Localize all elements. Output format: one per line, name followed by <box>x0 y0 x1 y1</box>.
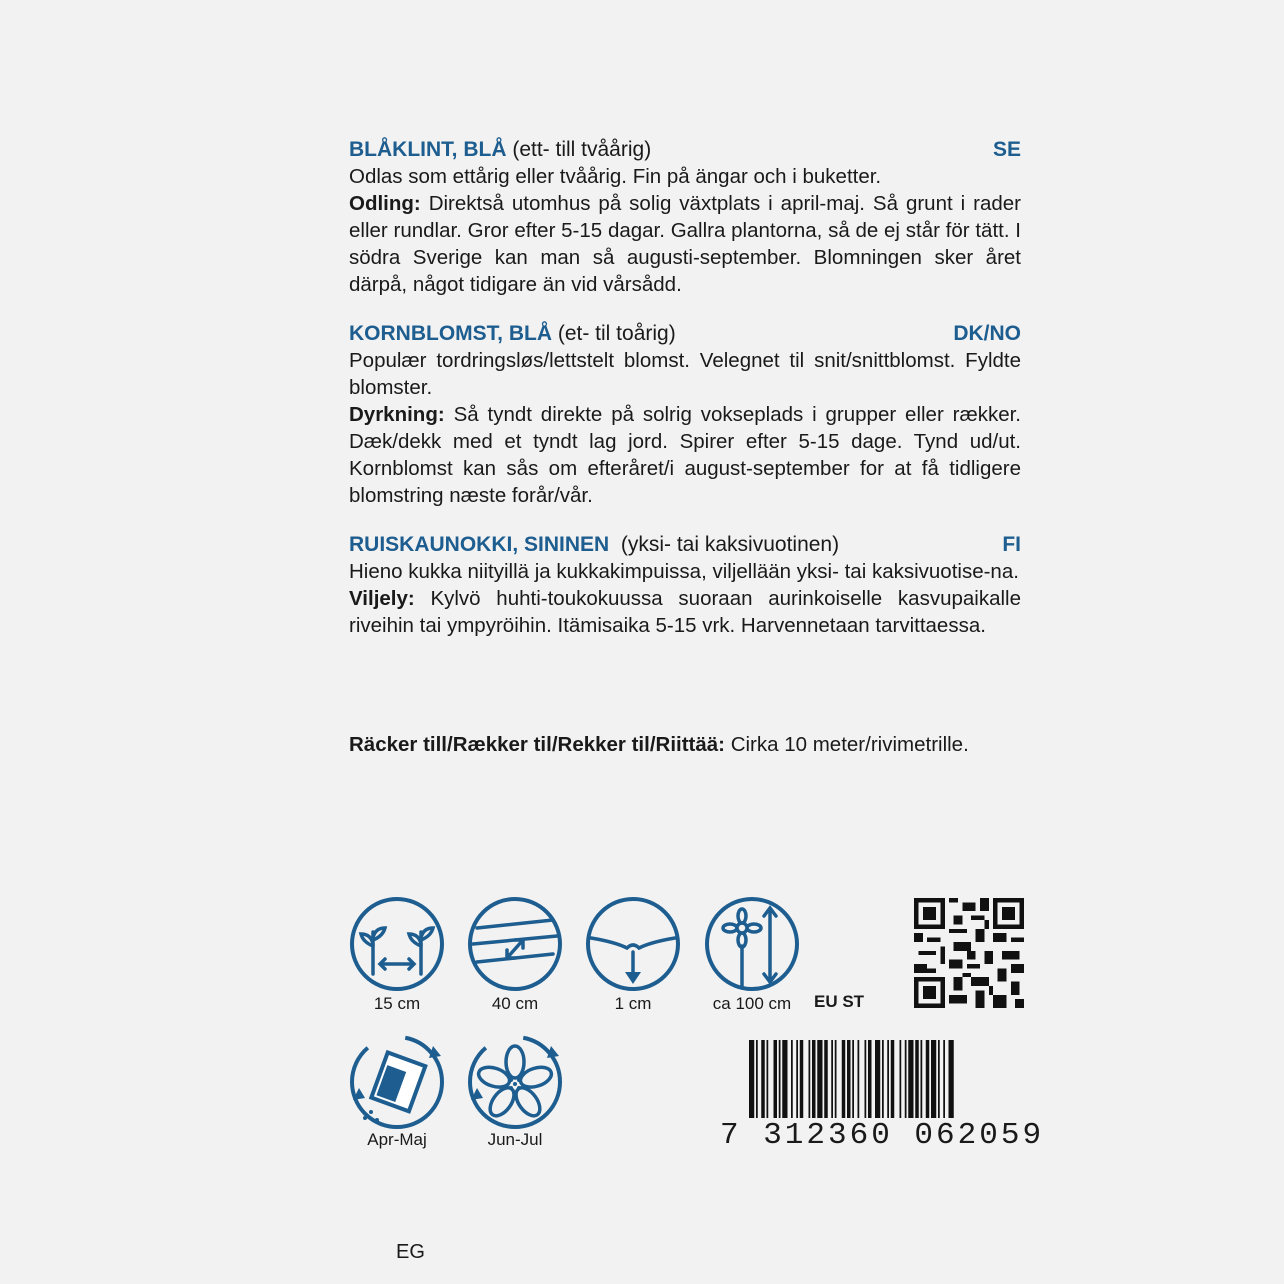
language-code: DK/NO <box>953 322 1021 345</box>
language-code: FI <box>1002 533 1021 556</box>
coverage-value: Cirka 10 meter/rivimetrille. <box>730 733 969 756</box>
section-title: BLÅKLINT, BLÅ <box>349 138 507 161</box>
flowering-time-icon <box>467 1034 563 1130</box>
footer-code: EG <box>396 1241 425 1263</box>
coverage-label: Räcker till/Rækker til/Rekker til/Riittää: <box>349 733 725 756</box>
intro-text: Hieno kukka niityillä ja kukkakimpuissa, viljellään yksi- tai kaksivuotise-na. <box>349 560 1019 583</box>
section-subtitle: (et- til toårig) <box>557 322 676 345</box>
row-spacing-label: 40 cm <box>491 994 539 1013</box>
section-dk-no <box>349 320 1021 509</box>
intro-text: Populær tordringsløs/lettstelt blomst. Velegnet til snit/snittblomst. Fyldte blomster. <box>349 349 1021 399</box>
sowing-time-icon <box>349 1034 445 1130</box>
sowing-depth-icon <box>585 896 681 992</box>
flowering-time-label: Jun-Jul <box>487 1130 543 1149</box>
section-title: RUISKAUNOKKI, SININEN <box>349 533 610 556</box>
cultivation-text: Så tyndt direkte på solrig vokseplads i grupper eller rækker. Dæk/dekk med et tyndt lag jord. Spirer efter 5-15 dage. Tynd ud/ut. Kornblomst kan sås om efteråret/i august-september for at få tidligere blomstring næste forår/vår. <box>349 403 1021 507</box>
plant-height-label: ca 100 cm <box>712 994 792 1013</box>
intro-text: Odlas som ettårig eller tvåårig. Fin på ängar och i buketter. <box>349 165 882 188</box>
cultivation-label: Dyrkning: <box>349 403 445 426</box>
eu-standard-label: EU ST <box>814 992 865 1011</box>
section-se <box>349 136 1021 298</box>
section-fi <box>349 531 1021 639</box>
section-subtitle: (yksi- tai kaksivuotinen) <box>620 533 840 556</box>
qr-code[interactable] <box>914 898 1024 1008</box>
section-subtitle: (ett- till tvåårig) <box>512 138 652 161</box>
cultivation-label: Viljely: <box>349 587 415 610</box>
instructions <box>349 136 1021 661</box>
coverage <box>349 731 969 758</box>
barcode-number: 7 312360 062059 <box>720 1118 1045 1153</box>
section-title: KORNBLOMST, BLÅ <box>349 322 552 345</box>
plant-height-icon <box>704 896 800 992</box>
cultivation-text: Kylvö huhti-toukokuussa suoraan aurinkoiselle kasvupaikalle riveihin tai ympyröihin. Itämisaika 5-15 vrk. Harvennetaan tarvittaessa. <box>349 587 1021 637</box>
plant-spacing-icon <box>349 896 445 992</box>
cultivation-label: Odling: <box>349 192 421 215</box>
cultivation-text: Direktså utomhus på solig växtplats i april-maj. Så grunt i rader eller rundlar. Gror efter 5-15 dagar. Gallra plantorna, så de ej står för tätt. I södra Sverige kan man så augusti-september. Blomningen sker året därpå, något tidigare än vid vårsådd. <box>349 192 1022 296</box>
language-code: SE <box>992 138 1021 161</box>
sowing-depth-label: 1 cm <box>614 994 652 1013</box>
sowing-time-label: Apr-Maj <box>367 1130 427 1149</box>
row-spacing-icon <box>467 896 563 992</box>
plant-spacing-label: 15 cm <box>373 994 421 1013</box>
